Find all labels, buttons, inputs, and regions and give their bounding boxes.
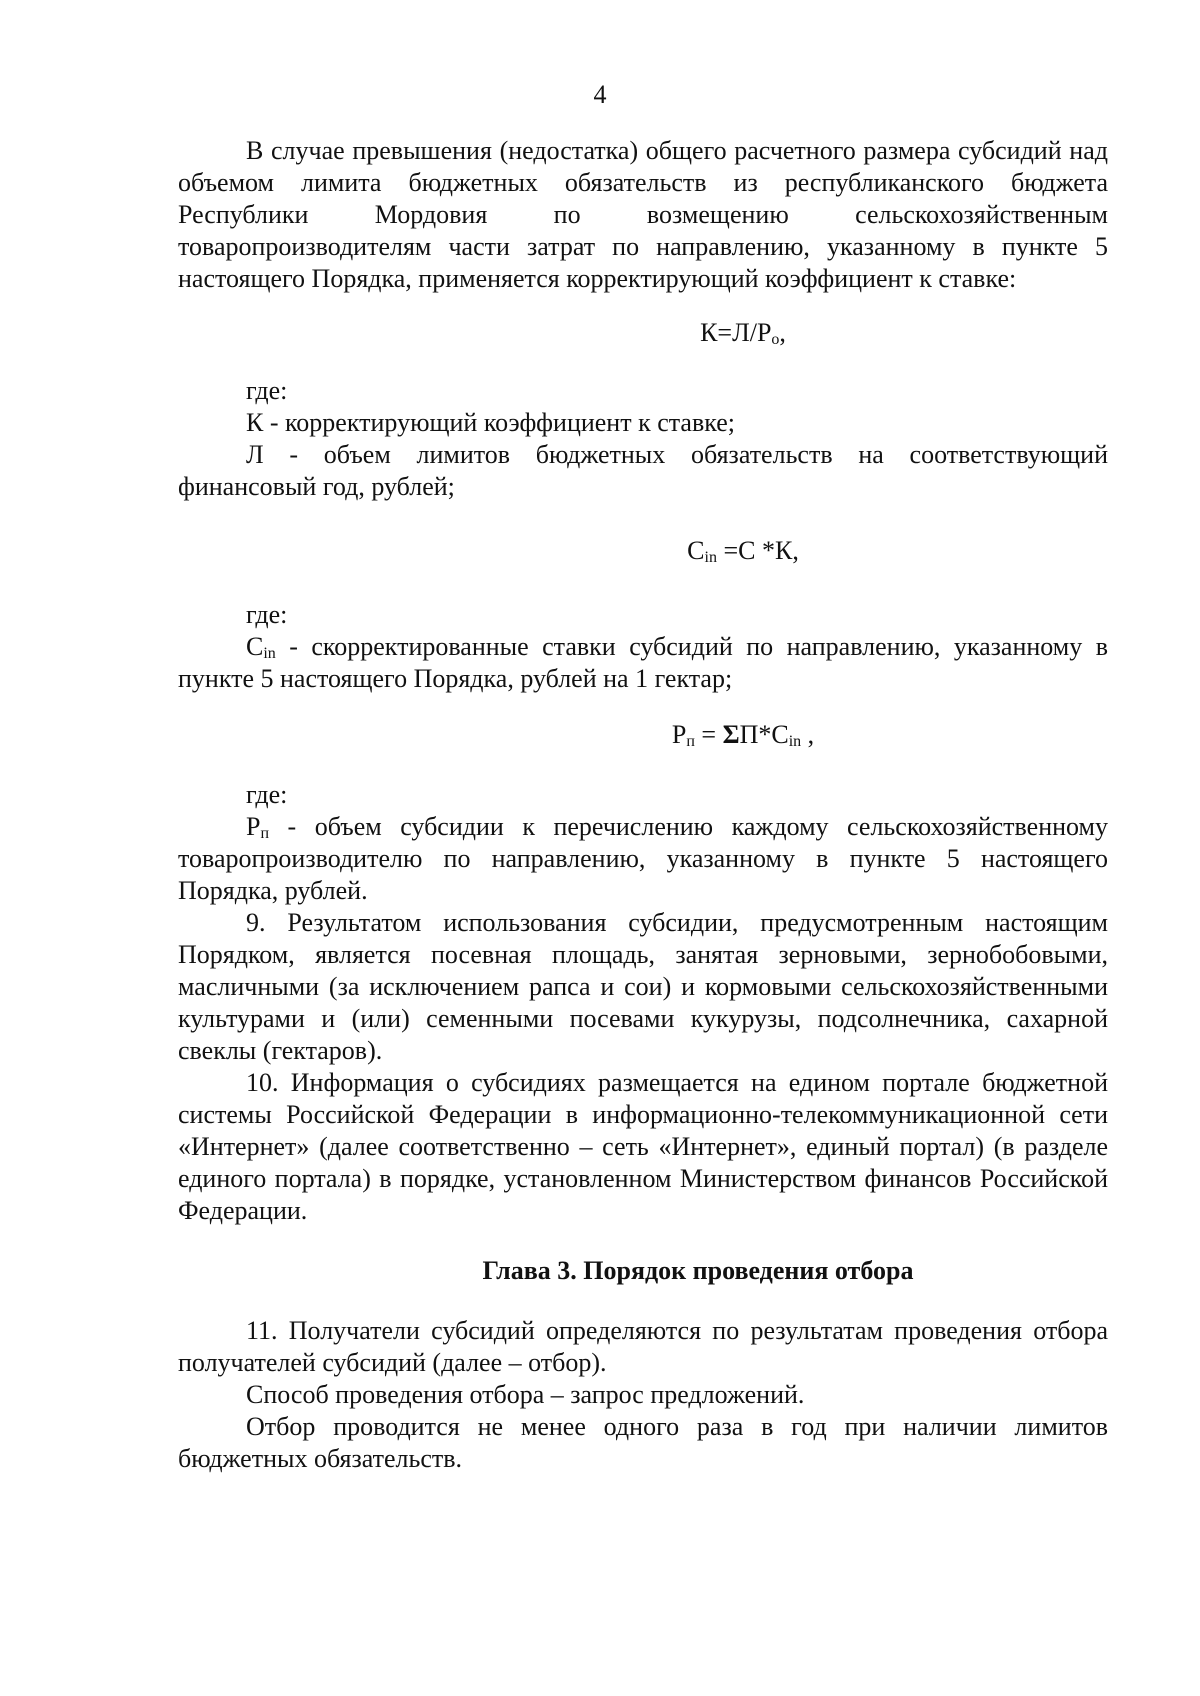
formula-pn-psub: п (686, 733, 695, 750)
definition-pn-p: Р (246, 812, 261, 841)
paragraph-11: 11. Получатели субсидий определяются по результатам проведения отбора получателей субсидий (далее – отбор). (178, 1316, 1108, 1377)
definition-pn-sub: п (260, 825, 270, 842)
formula-pn-csub: in (788, 733, 802, 750)
definition-cin-c: С (246, 632, 264, 661)
where-label-3: где: (246, 780, 288, 809)
definition-l: Л - объем лимитов бюджетных обязательств на соответствующий финансовый год, рублей; (178, 440, 1108, 501)
definition-cin-sub: in (263, 645, 276, 662)
document-body (178, 135, 1108, 1475)
formula-pn-eq: = (694, 720, 723, 749)
formula-cin-sub: in (704, 549, 717, 566)
formula-k (178, 317, 1108, 349)
formula-pn-mid: П*С (739, 720, 789, 749)
formula-cin-rhs: =С *К, (716, 536, 799, 565)
page-number: 4 (593, 80, 607, 109)
where-label-1: где: (246, 376, 288, 405)
formula-k-lhs: К=Л/Р (700, 318, 772, 347)
paragraph-11-frequency: Отбор проводится не менее одного раза в год при наличии лимитов бюджетных обязательств. (178, 1412, 1108, 1473)
definition-pn (178, 811, 1108, 907)
definition-k: К - корректирующий коэффициент к ставке; (246, 408, 735, 437)
paragraph-10: 10. Информация о субсидиях размещается на едином портале бюджетной системы Российской Федерации в информационно-телекоммуникационной сети «Интернет» (далее соответственно – сеть «Интернет», единый портал) (в разделе единого портала) в порядке, установленном Министерством финансов Российской Федерации. (178, 1068, 1108, 1225)
formula-cin-c: С (687, 536, 705, 565)
formula-pn (178, 719, 1108, 751)
definition-pn-text: - объем субсидии к перечислению каждому сельскохозяйственному товаропроизводителю по направлению, указанному в пункте 5 настоящего Порядка, рублей. (178, 812, 1108, 905)
definition-cin-text: - скорректированные ставки субсидий по направлению, указанному в пункте 5 настоящего Порядка, рублей на 1 гектар; (178, 632, 1108, 693)
formula-pn-p: Р (671, 720, 687, 749)
paragraph-9: 9. Результатом использования субсидии, предусмотренным настоящим Порядком, является посевная площадь, занятая зерновыми, зернобобовыми, масличными (за исключением рапса и сои) и кормовыми сельскохозяйственными культурами и (или) семенными посевами кукурузы, подсолнечника, сахарной свеклы (гектаров). (178, 908, 1108, 1065)
formula-k-tail: , (779, 318, 786, 347)
paragraph-correction-condition: В случае превышения (недостатка) общего расчетного размера субсидий над объемом лимита бюджетных обязательств из республиканского бюджета Республики Мордовия по возмещению сельскохозяйственным товаропроизводителям части затрат по направлению, указанному в пункте 5 настоящего Порядка, применяется корректирующий коэффициент к ставке: (178, 136, 1108, 293)
chapter-heading: Глава 3. Порядок проведения отбора (482, 1256, 914, 1285)
where-label-2: где: (246, 600, 288, 629)
formula-k-sub: о (771, 331, 780, 348)
formula-pn-tail: , (801, 720, 815, 749)
formula-cin (178, 535, 1108, 567)
paragraph-11-method: Способ проведения отбора – запрос предложений. (246, 1380, 805, 1409)
definition-cin (178, 631, 1108, 695)
sigma-symbol: Σ (722, 720, 740, 749)
